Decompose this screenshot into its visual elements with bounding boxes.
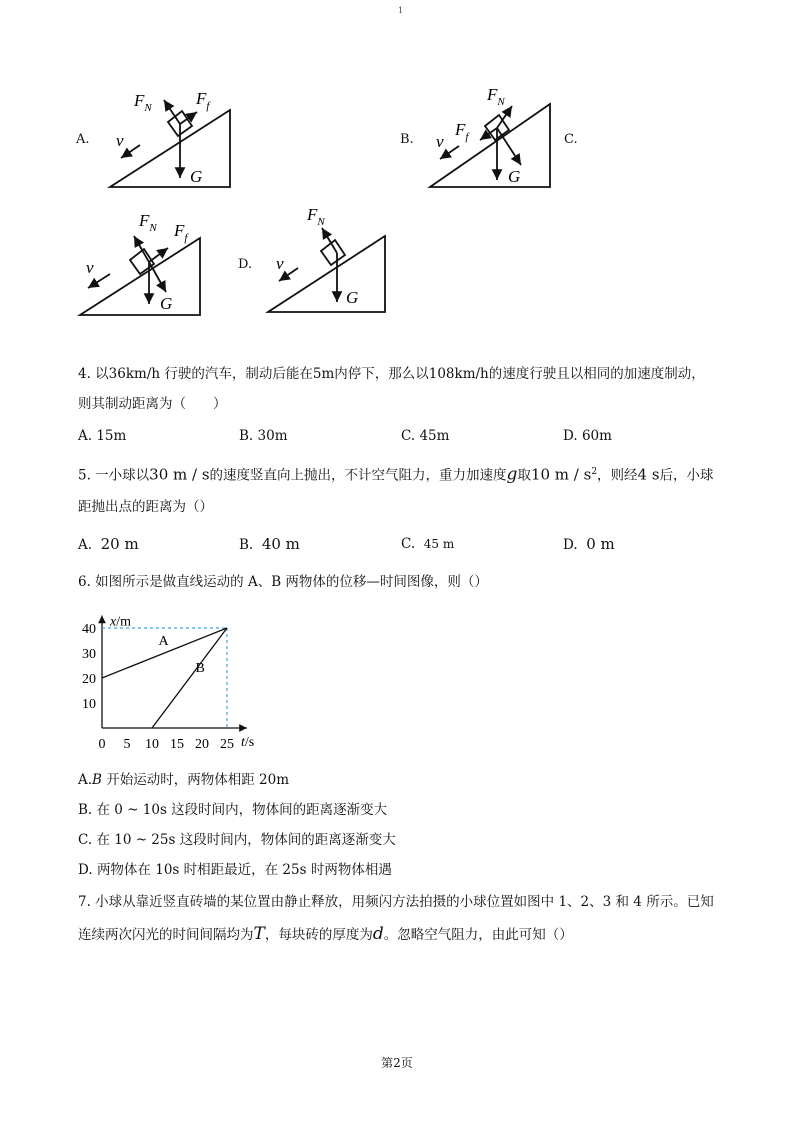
y-tick-label: 40 <box>82 622 96 637</box>
velocity-arrow <box>121 145 140 158</box>
label-ff: $F_f$ <box>455 120 469 143</box>
q5-option-b[interactable]: B. 40 m <box>239 535 300 553</box>
series-label-B: B <box>195 661 205 676</box>
x-tick-label: 20 <box>195 737 209 752</box>
label-fn: $F_N$ <box>307 205 325 228</box>
x-axis-label: t/s <box>241 735 255 750</box>
q6-option-b[interactable]: B. 在 0 ~ 10s 这段时间内，物体间的距离逐渐变大 <box>78 802 388 818</box>
q4-option-a[interactable]: A. 15m <box>78 428 127 444</box>
label-g: G <box>346 288 359 307</box>
q4-option-d[interactable]: D. 60m <box>563 428 612 444</box>
diagram-a <box>110 100 230 187</box>
x-tick-label: 15 <box>170 737 184 752</box>
y-axis-label: x/m <box>110 614 131 630</box>
label-g: G <box>160 294 173 313</box>
page-footer: 第2页 <box>381 1056 413 1070</box>
incline-triangle <box>430 104 550 187</box>
q6-option-c[interactable]: C. 在 10 ~ 25s 这段时间内，物体间的距离逐渐变大 <box>78 832 396 848</box>
q5-option-a[interactable]: A. 20 m <box>78 535 139 553</box>
x-tick-label: 5 <box>123 737 131 752</box>
q6-option-d[interactable]: D. 两物体在 10s 时相距最近，在 25s 时两物体相遇 <box>78 862 392 878</box>
label-ff: $F_f$ <box>174 221 188 244</box>
y-tick-label: 30 <box>82 647 96 662</box>
y-tick-label: 20 <box>82 672 96 687</box>
block <box>321 240 345 265</box>
x-tick-label: 0 <box>98 737 106 752</box>
option-b-label[interactable]: B. <box>400 132 414 147</box>
q4-stem-line2: 则其制动距离为（ ） <box>78 396 227 412</box>
incline-diagrams <box>0 0 794 340</box>
label-v: v <box>276 254 284 273</box>
q5-stem-line2: 距抛出点的距离为（） <box>78 499 213 515</box>
x-tick-label: 10 <box>145 737 159 752</box>
page-header-mark: 1 <box>398 6 404 15</box>
diagram-b <box>430 104 550 187</box>
label-v: v <box>116 131 124 150</box>
incline-triangle <box>80 238 200 315</box>
diagram-d <box>268 228 385 312</box>
option-a-label[interactable]: A. <box>76 132 90 147</box>
xt-graph <box>70 608 270 756</box>
q5-option-c[interactable]: C. 45 m <box>401 536 455 552</box>
q7-stem-line2: 连续两次闪光的时间间隔均为T，每块砖的厚度为d。忽略空气阻力，由此可知（） <box>78 924 573 944</box>
series-label-A: A <box>158 634 169 649</box>
option-d-label[interactable]: D. <box>238 257 253 272</box>
diagram-c <box>80 236 200 315</box>
x-tick-label: 25 <box>220 737 234 752</box>
q5-stem-line1: 5. 一小球以30 m / s的速度竖直向上抛出，不计空气阻力，重力加速度g取10 m / $s^2$，则经4 s后，小球 <box>78 464 714 485</box>
q7-stem-line1: 7. 小球从靠近竖直砖墙的某位置由静止释放，用频闪方法拍摄的小球位置如图中 1、2、3 和 4 所示。已知 <box>78 894 714 910</box>
option-c-label[interactable]: C. <box>564 132 578 147</box>
label-fn: $F_N$ <box>134 91 152 114</box>
label-ff: $F_f$ <box>196 89 210 112</box>
label-g: G <box>190 167 203 186</box>
y-tick-label: 10 <box>82 697 96 712</box>
q6-stem: 6. 如图所示是做直线运动的 A、B 两物体的位移—时间图像，则（） <box>78 574 488 590</box>
q4-option-b[interactable]: B. 30m <box>239 428 288 444</box>
label-v: v <box>86 258 94 277</box>
extra-force-arrow <box>149 262 166 292</box>
q4-stem-line1: 4. 以36km/h 行驶的汽车，制动后能在5m内停下，那么以108km/h的速度行驶且以相同的加速度制动， <box>78 366 705 382</box>
label-fn: $F_N$ <box>139 211 157 234</box>
extra-force-arrow <box>497 128 521 165</box>
label-g: G <box>508 167 521 186</box>
label-v: v <box>436 132 444 151</box>
q4-option-c[interactable]: C. 45m <box>401 428 450 444</box>
q5-option-d[interactable]: D. 0 m <box>563 535 615 553</box>
q6-option-a[interactable]: A.B 开始运动时，两物体相距 20m <box>78 772 290 788</box>
label-fn: $F_N$ <box>487 85 505 108</box>
